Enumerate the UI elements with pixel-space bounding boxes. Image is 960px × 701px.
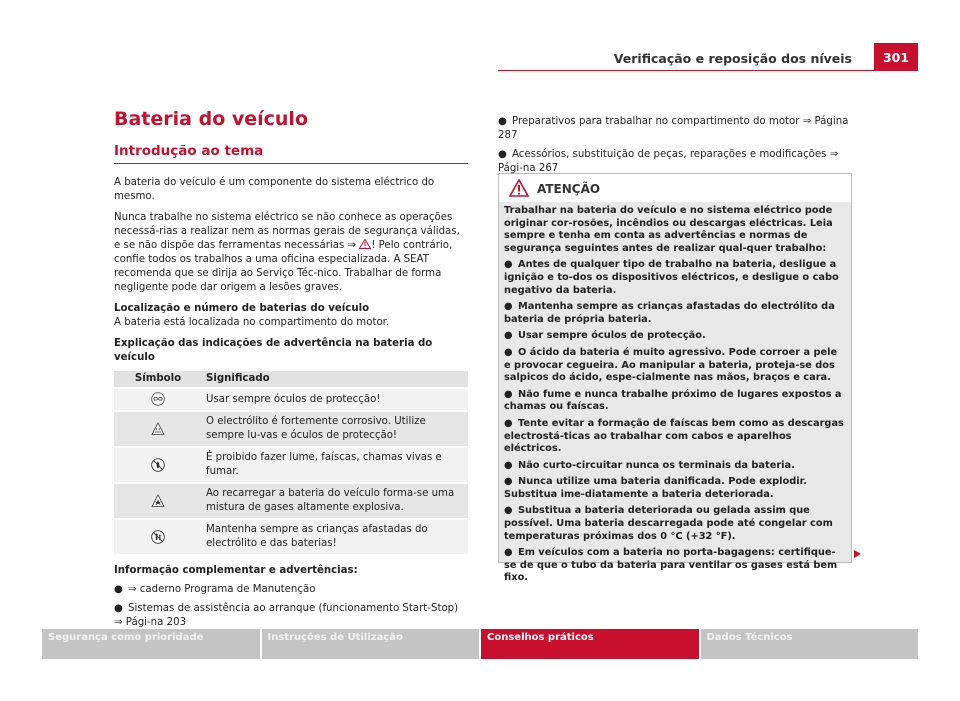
warning-intro: Trabalhar na bateria do veículo e no sistema eléctrico pode originar cor-rosões, incêndios ou descargas eléctricas. Leia sempre e tenha em conta as advertências e normas de segurança seguintes antes de realizar qual-quer trabalho:: [504, 205, 833, 254]
warning-label: ATENÇÃO: [537, 182, 601, 196]
goggles-icon: [151, 392, 165, 406]
header-rule: [498, 70, 918, 71]
list-item: ● Em veículos com a bateria no porta-bagagens: certifique-se de que o tubo da bateria para ventilar os gases está bem fixo.: [504, 547, 838, 584]
list-item: ● Preparativos para trabalhar no compartimento do motor ⇒ Página 287: [498, 116, 849, 141]
page-number: 301: [874, 43, 918, 70]
list-item: ● Nunca utilize uma bateria danificada. Pode explodir. Substitua ime-diatamente a bateria deteriorada.: [504, 476, 807, 500]
list-item: ● Acessórios, substituição de peças, reparações e modificações ⇒ Pági-na 267: [498, 149, 839, 174]
keep-children-away-icon: [151, 530, 165, 544]
list-item: ● O ácido da bateria é muito agressivo. Pode corroer a pele e provocar cegueira. Ao manipular a bateria, proteja-se dos salpicos do ácido, espe-cialmente nas mãos, braços e cara.: [504, 346, 838, 384]
table-row: [114, 484, 468, 518]
list-item: ● Não curto-circuitar nunca os terminais da bateria.: [504, 459, 795, 471]
corrosive-icon: [151, 422, 165, 436]
table-row: [114, 520, 468, 554]
warning-body: [499, 202, 851, 584]
table-row: [114, 389, 468, 410]
continue-arrow-icon: [852, 549, 862, 559]
table-row: [114, 412, 468, 446]
list-item: ● Antes de qualquer tipo de trabalho na bateria, desligue a ignição e to-dos os dispositivos eléctricos, e desligue o cabo negativo da bateria.: [504, 259, 839, 296]
safety-paragraph: Nunca trabalhe no sistema eléctrico se não conhece as operações necessá-rias a realizar nem as normas gerais de segurança válidas, e se não dispõe das ferramentas necessárias ⇒ ! Pelo contrário, confie todos os trabalhos a uma oficina especializada. A SEAT recomenda que se dirija ao Serviço Téc-nico. Trabalhar de forma negligente pode dar origem a lesões graves.: [114, 212, 460, 293]
subsection-title: Introdução ao tema: [114, 144, 468, 164]
header-title: Verificação e reposição dos níveis: [613, 51, 852, 66]
warning-header: [499, 174, 851, 202]
symbols-heading: Explicação das indicações de advertência na bateria do veículo: [114, 338, 433, 363]
list-item: ● Tente evitar a formação de faíscas bem como as descargas electrostá-ticas ao trabalhar com cabos e aparelhos eléctricos.: [504, 417, 844, 455]
list-item: ● Mantenha sempre as crianças afastadas do electrólito da bateria de própria bateria.: [504, 301, 835, 325]
table-header-meaning: Significado: [202, 371, 468, 387]
tab-instructions[interactable]: Instruções de Utilização: [262, 629, 480, 659]
tab-practical-tips[interactable]: Conselhos práticos: [481, 629, 699, 659]
table-cell-meaning: É proibido fazer lume, faíscas, chamas vivas e fumar.: [202, 448, 468, 482]
section-title: Bateria do veículo: [114, 108, 308, 130]
table-cell-meaning: Usar sempre óculos de protecção!: [202, 389, 468, 410]
warning-triangle-icon[interactable]: [359, 239, 371, 249]
no-fire-icon: [151, 458, 165, 472]
warning-triangle-icon: [509, 179, 529, 197]
left-column: [114, 108, 468, 637]
list-item: ● Não fume e nunca trabalhe próximo de lugares expostos a chamas ou faíscas.: [504, 388, 842, 413]
right-column: [498, 115, 852, 181]
explosive-gas-icon: [151, 494, 165, 508]
warning-box: [498, 173, 852, 584]
table-cell-meaning: Ao recarregar a bateria do veículo forma-se uma mistura de gases altamente explosiva.: [202, 484, 468, 518]
footer-nav: [42, 629, 918, 659]
tab-technical-data[interactable]: Dados Técnicos: [701, 629, 919, 659]
location-text: A bateria está localizada no compartimento do motor.: [114, 317, 390, 328]
list-item: ● ⇒ caderno Programa de Manutenção: [114, 584, 316, 595]
additional-info-heading: Informação complementar e advertências:: [114, 565, 358, 576]
list-item: ● Substitua a bateria deteriorada ou gelada assim que possível. Uma bateria descarregada pode até congelar com temperaturas próximas dos 0 °C (+32 °F).: [504, 505, 833, 542]
table-cell-meaning: Mantenha sempre as crianças afastadas do electrólito e das baterias!: [202, 520, 468, 554]
table-row: [114, 448, 468, 482]
list-item: ● Usar sempre óculos de protecção.: [504, 330, 706, 342]
tab-safety[interactable]: Segurança como prioridade: [42, 629, 260, 659]
intro-paragraph: A bateria do veículo é um componente do sistema eléctrico do mesmo.: [114, 177, 435, 202]
location-heading: Localização e número de baterias do veículo: [114, 303, 370, 314]
symbols-table: [114, 369, 468, 556]
table-header-symbol: Símbolo: [114, 371, 202, 387]
table-cell-meaning: O electrólito é fortemente corrosivo. Utilize sempre lu-vas e óculos de protecção!: [202, 412, 468, 446]
list-item: ● Sistemas de assistência ao arranque (funcionamento Start-Stop) ⇒ Pági-na 203: [114, 603, 459, 628]
